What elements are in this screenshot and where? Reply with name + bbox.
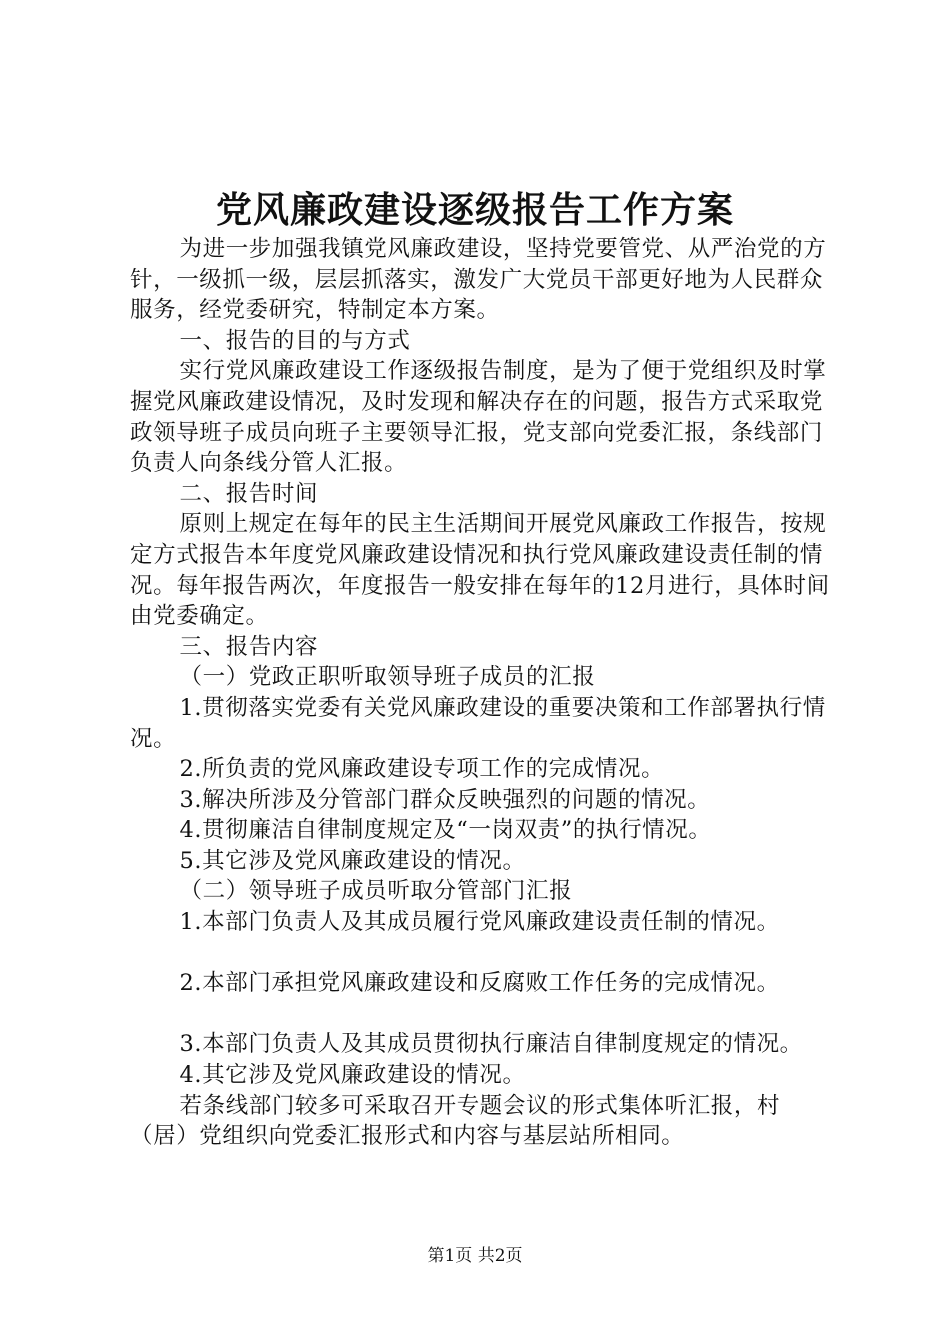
page-footer: 第1页 共2页 (427, 1246, 523, 1266)
subsection-heading-2: （二）领导班子成员听取分管部门汇报 (179, 878, 573, 905)
list-item-2-1: 1.本部门负责人及其成员履行党风廉政建设责任制的情况。 (179, 909, 780, 936)
paragraph-intro: 为进一步加强我镇党风廉政建设，坚持党要管党、从严治党的方针，一级抓一级，层层抓落实，激发广大党员干部更好地为人民群众服务，经党委研究，特制定本方案。 (130, 236, 827, 324)
list-item-1-2: 2.所负责的党风廉政建设专项工作的完成情况。 (179, 756, 665, 783)
subsection-heading-1: （一）党政正职听取领导班子成员的汇报 (179, 664, 596, 691)
document-body (130, 234, 830, 1152)
list-item-2-3: 3.本部门负责人及其成员贯彻执行廉洁自律制度规定的情况。 (179, 1031, 803, 1058)
paragraph-closing: 若条线部门较多可采取召开专题会议的形式集体听汇报，村（居）党组织向党委汇报形式和内容与基层站所相同。 (130, 1092, 781, 1150)
section-heading-time: 二、报告时间 (179, 480, 319, 507)
list-item-1-3: 3.解决所涉及分管部门群众反映强烈的问题的情况。 (179, 786, 711, 813)
paragraph-purpose: 实行党风廉政建设工作逐级报告制度，是为了便于党组织及时掌握党风廉政建设情况，及时发现和解决存在的问题，报告方式采取党政领导班子成员向班子主要领导汇报，党支部向党委汇报，条线部门负责人向条线分管人汇报。 (130, 358, 827, 477)
document-title: 党风廉政建设逐级报告工作方案 (215, 189, 734, 231)
list-item-2-2: 2.本部门承担党风廉政建设和反腐败工作任务的完成情况。 (179, 970, 780, 997)
section-heading-purpose: 一、报告的目的与方式 (179, 327, 411, 354)
section-heading-content: 三、报告内容 (179, 633, 319, 660)
list-item-1-5: 5.其它涉及党风廉政建设的情况。 (179, 847, 526, 874)
paragraph-time: 原则上规定在每年的民主生活期间开展党风廉政工作报告，按规定方式报告本年度党风廉政建设情况和执行党风廉政建设责任制的情况。每年报告两次，年度报告一般安排在每年的12月进行，具体时间由党委确定。 (130, 511, 830, 630)
list-item-1-1: 1.贯彻落实党委有关党风廉政建设的重要决策和工作部署执行情况。 (130, 694, 826, 752)
list-item-1-4: 4.贯彻廉洁自律制度规定及“一岗双责”的执行情况。 (179, 817, 712, 844)
list-item-2-4: 4.其它涉及党风廉政建设的情况。 (179, 1062, 526, 1089)
